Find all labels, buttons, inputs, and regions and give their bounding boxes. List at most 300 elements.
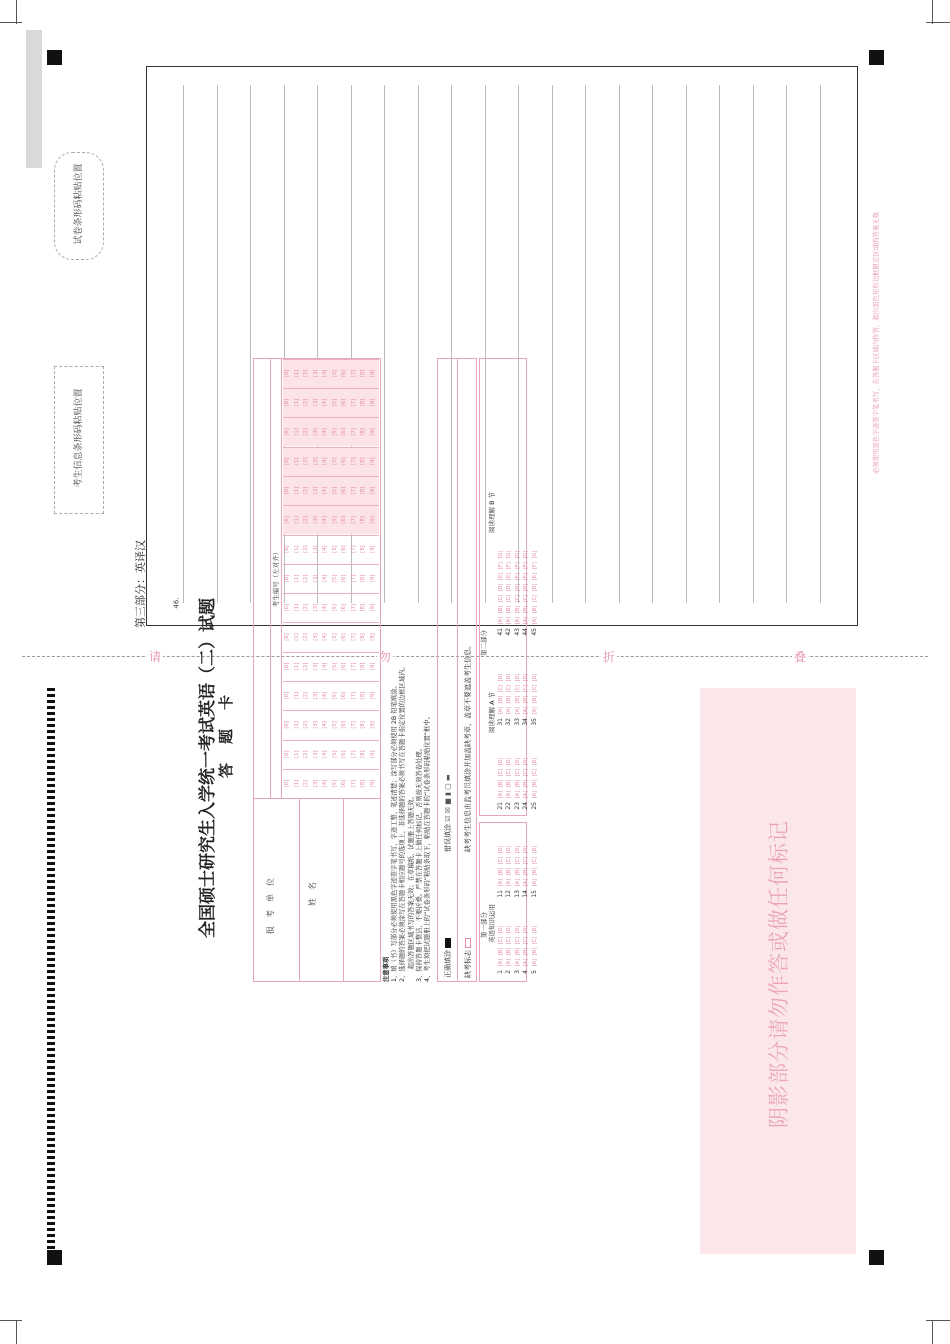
digit-bubble[interactable]: [4] <box>322 516 328 524</box>
digit-bubble[interactable]: [1] <box>293 457 300 465</box>
digit-bubble[interactable]: [8] <box>360 721 366 729</box>
digit-bubble[interactable]: [2] <box>303 486 309 495</box>
option-bubble[interactable]: [F] <box>514 562 521 569</box>
digit-bubble[interactable]: [3] <box>312 574 319 583</box>
digit-bubble[interactable]: [7] <box>350 750 357 758</box>
option-bubble[interactable]: [C] <box>514 936 521 945</box>
digit-bubble[interactable]: [5] <box>331 486 338 495</box>
digit-bubble[interactable]: [7] <box>350 486 357 495</box>
digit-bubble[interactable]: [2] <box>303 428 309 436</box>
digit-bubble[interactable]: [3] <box>312 516 319 524</box>
digit-bubble[interactable]: [5] <box>331 516 338 524</box>
digit-bubble[interactable]: [5] <box>331 574 338 583</box>
digit-bubble[interactable]: [7] <box>350 545 357 553</box>
digit-bubble[interactable]: [5] <box>331 398 338 407</box>
digit-bubble[interactable]: [9] <box>369 750 376 758</box>
option-bubble[interactable]: [E] <box>498 572 504 581</box>
question-row <box>514 672 522 728</box>
digit-bubble[interactable]: [0] <box>284 779 290 788</box>
option-bubble[interactable]: [A] <box>498 706 504 715</box>
option-bubble[interactable]: [D] <box>498 925 504 934</box>
option-bubble[interactable]: [A] <box>531 790 538 799</box>
option-bubble[interactable]: [D] <box>514 925 521 934</box>
digit-bubble[interactable]: [1] <box>293 369 300 378</box>
writing-line <box>753 85 754 603</box>
digit-bubble[interactable]: [7] <box>350 662 357 671</box>
option-bubble[interactable]: [A] <box>514 958 521 967</box>
digit-bubble[interactable]: [0] <box>284 428 290 436</box>
digit-bubble[interactable]: [1] <box>293 691 300 700</box>
digit-bubble[interactable]: [5] <box>331 545 338 553</box>
option-bubble[interactable]: [C] <box>498 856 504 865</box>
question-row <box>497 672 505 728</box>
digit-bubble[interactable]: [2] <box>303 721 309 729</box>
option-bubble[interactable]: [D] <box>531 845 538 854</box>
digit-bubble[interactable]: [0] <box>284 633 290 641</box>
option-bubble[interactable]: [D] <box>531 583 538 592</box>
registration-square <box>869 50 884 65</box>
digit-bubble[interactable]: [7] <box>350 369 357 378</box>
option-bubble[interactable]: [E] <box>506 572 513 581</box>
digit-bubble[interactable]: [3] <box>312 750 319 758</box>
digit-bubble[interactable]: [5] <box>331 750 338 758</box>
option-bubble[interactable]: [B] <box>523 947 530 956</box>
option-bubble[interactable]: [B] <box>514 867 521 876</box>
digit-bubble[interactable]: [3] <box>312 398 319 407</box>
digit-bubble[interactable]: [7] <box>350 428 357 436</box>
page-title: 全国硕士研究生入学统一考试英语（二）试题 <box>198 598 218 938</box>
digit-bubble[interactable]: [7] <box>350 633 357 641</box>
digit-bubble[interactable]: [4] <box>322 545 328 553</box>
option-bubble[interactable]: [A] <box>523 790 530 799</box>
answer-card-left-panel <box>193 348 538 988</box>
digit-bubble[interactable]: [6] <box>341 486 347 495</box>
digit-bubble[interactable]: [1] <box>293 428 300 436</box>
digit-bubble[interactable]: [0] <box>284 457 290 465</box>
digit-bubble[interactable]: [2] <box>303 516 309 524</box>
digit-bubble[interactable]: [7] <box>350 574 357 583</box>
digit-bubble[interactable]: [7] <box>350 603 357 612</box>
option-bubble[interactable]: [D] <box>531 673 538 682</box>
digit-bubble[interactable]: [9] <box>369 545 376 553</box>
section2-b-name: 阅读理解 B 节 <box>488 491 496 533</box>
option-bubble[interactable]: [D] <box>506 925 513 934</box>
digit-bubble[interactable]: [8] <box>360 398 366 407</box>
digit-bubble[interactable]: [4] <box>322 398 328 407</box>
digit-bubble[interactable]: [1] <box>293 633 300 641</box>
digit-bubble[interactable]: [4] <box>322 633 328 641</box>
digit-bubble[interactable]: [8] <box>360 428 366 436</box>
digit-bubble[interactable]: [2] <box>303 779 309 788</box>
option-bubble[interactable]: [C] <box>531 684 538 693</box>
option-bubble[interactable]: [A] <box>523 958 530 967</box>
digit-bubble[interactable]: [5] <box>331 691 338 700</box>
option-bubble[interactable]: [B] <box>514 947 521 956</box>
digit-bubble[interactable]: [3] <box>312 633 319 641</box>
option-bubble[interactable]: [D] <box>514 757 521 766</box>
digit-bubble[interactable]: [6] <box>341 662 347 671</box>
writing-line <box>585 85 586 603</box>
option-bubble[interactable]: [A] <box>506 958 513 967</box>
digit-bubble[interactable]: [3] <box>312 457 319 465</box>
digit-bubble[interactable]: [9] <box>369 779 376 788</box>
digit-bubble[interactable]: [6] <box>341 691 347 700</box>
digit-bubble[interactable]: [0] <box>284 486 290 495</box>
option-bubble[interactable]: [E] <box>531 572 538 581</box>
option-bubble[interactable]: [B] <box>531 867 538 876</box>
digit-bubble[interactable]: [5] <box>331 779 338 788</box>
digit-bubble[interactable]: [9] <box>369 662 376 671</box>
digit-bubble[interactable]: [8] <box>360 545 366 553</box>
digit-bubble[interactable]: [6] <box>341 750 347 758</box>
digit-bubble[interactable]: [7] <box>350 779 357 788</box>
digit-bubble[interactable]: [1] <box>293 750 300 758</box>
option-bubble[interactable]: [B] <box>523 867 530 876</box>
digit-bubble[interactable]: [0] <box>284 516 290 524</box>
option-bubble[interactable]: [A] <box>506 706 513 715</box>
option-bubble[interactable]: [C] <box>531 768 538 777</box>
option-bubble[interactable]: [A] <box>498 790 504 799</box>
option-bubble[interactable]: [A] <box>523 878 530 887</box>
option-bubble[interactable]: [B] <box>514 695 521 704</box>
option-bubble[interactable]: [D] <box>523 845 530 854</box>
digit-bubble[interactable]: [6] <box>341 574 347 583</box>
writing-line <box>820 85 821 603</box>
fold-mark: 请 <box>149 650 162 664</box>
digit-bubble[interactable]: [8] <box>360 457 366 465</box>
digit-bubble[interactable]: [6] <box>341 603 347 612</box>
writing-line <box>552 85 553 603</box>
option-bubble[interactable]: [A] <box>514 878 521 887</box>
writing-line <box>183 85 184 603</box>
question-row <box>531 844 539 900</box>
option-bubble[interactable]: [B] <box>506 605 513 614</box>
option-bubble[interactable]: [C] <box>523 856 530 865</box>
note-item: 4、考生须把试题册上的“试卷条形码”粘贴条取下，粘贴在答题卡的“试卷条形码粘贴位置”框中。 <box>424 713 432 982</box>
option-bubble[interactable]: [E] <box>514 572 521 581</box>
option-bubble[interactable]: [B] <box>506 947 513 956</box>
digit-bubble[interactable]: [0] <box>284 721 290 729</box>
option-bubble[interactable]: [B] <box>523 779 530 788</box>
option-bubble[interactable]: [G] <box>514 550 521 559</box>
option-bubble[interactable]: [A] <box>498 878 504 887</box>
option-bubble[interactable]: [C] <box>498 936 504 945</box>
digit-bubble[interactable]: [8] <box>360 516 366 524</box>
option-bubble[interactable]: [C] <box>531 594 538 603</box>
section1-name: 英语知识运用 <box>488 904 496 943</box>
option-bubble[interactable]: [D] <box>514 673 521 682</box>
option-bubble[interactable]: [A] <box>514 706 521 715</box>
option-bubble[interactable]: [D] <box>498 757 504 766</box>
question-number: 42 <box>505 628 513 636</box>
digit-bubble[interactable]: [3] <box>312 662 319 671</box>
question-number: 32 <box>505 718 513 726</box>
option-bubble[interactable]: [B] <box>531 605 538 614</box>
digit-bubble[interactable]: [2] <box>303 369 309 378</box>
option-bubble[interactable]: [B] <box>531 947 538 956</box>
option-bubble[interactable]: [C] <box>498 684 504 693</box>
option-bubble[interactable]: [E] <box>523 572 530 581</box>
option-bubble[interactable]: [B] <box>498 867 504 876</box>
option-bubble[interactable]: [D] <box>523 757 530 766</box>
binding-tab <box>26 30 42 168</box>
option-bubble[interactable]: [A] <box>531 958 538 967</box>
option-bubble[interactable]: [D] <box>498 583 504 592</box>
digit-bubble[interactable]: [1] <box>293 545 300 553</box>
question-number: 1 <box>497 970 504 974</box>
digit-bubble[interactable]: [4] <box>322 369 328 378</box>
digit-bubble[interactable]: [0] <box>284 545 290 553</box>
writing-line <box>619 85 620 603</box>
option-bubble[interactable]: [C] <box>523 594 530 603</box>
digit-bubble[interactable]: [1] <box>293 603 300 612</box>
option-bubble[interactable]: [C] <box>523 684 530 693</box>
digit-bubble[interactable]: [0] <box>284 691 290 700</box>
digit-bubble[interactable]: [1] <box>293 574 300 583</box>
option-bubble[interactable]: [F] <box>498 562 504 569</box>
digit-bubble[interactable]: [4] <box>322 691 328 700</box>
digit-bubble[interactable]: [0] <box>284 603 290 612</box>
digit-bubble[interactable]: [6] <box>341 779 347 788</box>
option-bubble[interactable]: [A] <box>531 616 538 625</box>
option-bubble[interactable]: [C] <box>506 856 513 865</box>
digit-bubble[interactable]: [5] <box>331 369 338 378</box>
digit-bubble[interactable]: [9] <box>369 428 376 436</box>
digit-bubble[interactable]: [2] <box>303 603 309 612</box>
option-bubble[interactable]: [A] <box>506 878 513 887</box>
option-bubble[interactable]: [A] <box>498 958 504 967</box>
option-bubble[interactable]: [F] <box>531 562 538 569</box>
digit-bubble[interactable]: [5] <box>331 428 338 436</box>
option-bubble[interactable]: [D] <box>498 845 504 854</box>
digit-bubble[interactable]: [3] <box>312 721 319 729</box>
option-bubble[interactable]: [A] <box>498 616 504 625</box>
digit-bubble[interactable]: [0] <box>284 398 290 407</box>
digit-bubble[interactable]: [2] <box>303 574 309 583</box>
digit-bubble[interactable]: [9] <box>369 398 376 407</box>
option-bubble[interactable]: [D] <box>506 845 513 854</box>
digit-bubble[interactable]: [3] <box>312 369 319 378</box>
digit-bubble[interactable]: [2] <box>303 398 309 407</box>
option-bubble[interactable]: [D] <box>531 757 538 766</box>
digit-bubble[interactable]: [9] <box>369 603 376 612</box>
digit-bubble[interactable]: [0] <box>284 662 290 671</box>
option-bubble[interactable]: [C] <box>514 594 521 603</box>
digit-bubble[interactable]: [2] <box>303 691 309 700</box>
question-row <box>514 549 522 638</box>
digit-bubble[interactable]: [8] <box>360 369 366 378</box>
digit-bubble[interactable]: [3] <box>312 603 319 612</box>
option-bubble[interactable]: [D] <box>523 925 530 934</box>
digit-bubble[interactable]: [8] <box>360 486 366 495</box>
option-bubble[interactable]: [F] <box>506 562 513 569</box>
option-bubble[interactable]: [C] <box>498 594 504 603</box>
digit-bubble[interactable]: [4] <box>322 721 328 729</box>
digit-bubble[interactable]: [6] <box>341 516 347 524</box>
option-bubble[interactable]: [D] <box>514 583 521 592</box>
digit-bubble[interactable]: [3] <box>312 428 319 436</box>
digit-bubble[interactable]: [0] <box>284 369 290 378</box>
option-bubble[interactable]: [C] <box>531 856 538 865</box>
option-bubble[interactable]: [B] <box>498 947 504 956</box>
option-bubble[interactable]: [B] <box>514 779 521 788</box>
page-subtitle: 答 题 卡 <box>217 692 235 778</box>
digit-bubble[interactable]: [4] <box>322 457 328 465</box>
option-bubble[interactable]: [B] <box>498 605 504 614</box>
digit-bubble[interactable]: [9] <box>369 633 376 641</box>
question-number: 12 <box>505 890 513 898</box>
digit-bubble[interactable]: [6] <box>341 398 347 407</box>
digit-bubble[interactable]: [4] <box>322 779 328 788</box>
digit-bubble[interactable]: [9] <box>369 457 376 465</box>
digit-bubble[interactable]: [9] <box>369 574 376 583</box>
option-bubble[interactable]: [D] <box>506 673 513 682</box>
digit-bubble[interactable]: [3] <box>312 486 319 495</box>
option-bubble[interactable]: [A] <box>531 878 538 887</box>
digit-bubble[interactable]: [9] <box>369 516 376 524</box>
question-row <box>505 924 513 980</box>
question-number: 41 <box>497 628 504 636</box>
option-bubble[interactable]: [C] <box>514 684 521 693</box>
digit-bubble[interactable]: [2] <box>303 750 309 758</box>
digit-bubble[interactable]: [4] <box>322 662 328 671</box>
digit-bubble[interactable]: [1] <box>293 779 300 788</box>
digit-bubble[interactable]: [5] <box>331 457 338 465</box>
option-bubble[interactable]: [B] <box>531 779 538 788</box>
digit-bubble[interactable]: [1] <box>293 398 300 407</box>
digit-bubble[interactable]: [6] <box>341 545 347 553</box>
question-number: 33 <box>513 718 521 726</box>
option-bubble[interactable]: [B] <box>523 605 530 614</box>
digit-bubble[interactable]: [5] <box>331 603 338 612</box>
option-bubble[interactable]: [B] <box>523 695 530 704</box>
option-bubble[interactable]: [C] <box>498 768 504 777</box>
option-bubble[interactable]: [F] <box>523 562 530 569</box>
digit-bubble[interactable]: [8] <box>360 691 366 700</box>
option-bubble[interactable]: [A] <box>514 790 521 799</box>
option-bubble[interactable]: [B] <box>506 867 513 876</box>
digit-bubble[interactable]: [3] <box>312 545 319 553</box>
digit-bubble[interactable]: [1] <box>293 721 300 729</box>
option-bubble[interactable]: [A] <box>514 616 521 625</box>
digit-bubble[interactable]: [2] <box>303 545 309 553</box>
question-number: 25 <box>530 802 538 810</box>
question-number: 22 <box>505 802 513 810</box>
digit-bubble[interactable]: [1] <box>293 486 300 495</box>
digit-bubble[interactable]: [4] <box>322 750 328 758</box>
digit-bubble[interactable]: [6] <box>341 369 347 378</box>
option-bubble[interactable]: [B] <box>506 695 513 704</box>
digit-bubble[interactable]: [6] <box>341 457 347 465</box>
option-bubble[interactable]: [D] <box>531 925 538 934</box>
writing-line <box>719 85 720 603</box>
digit-bubble[interactable]: [7] <box>350 516 357 524</box>
option-bubble[interactable]: [B] <box>514 605 521 614</box>
digit-bubble[interactable]: [4] <box>322 486 328 495</box>
digit-bubble[interactable]: [9] <box>369 369 376 378</box>
digit-bubble[interactable]: [9] <box>369 691 376 700</box>
option-bubble[interactable]: [A] <box>531 706 538 715</box>
digit-bubble[interactable]: [8] <box>360 779 366 788</box>
digit-bubble[interactable]: [4] <box>322 603 328 612</box>
registration-square <box>47 50 62 65</box>
digit-bubble[interactable]: [8] <box>360 633 366 641</box>
question-number: 34 <box>522 718 530 726</box>
digit-bubble[interactable]: [5] <box>331 633 338 641</box>
option-bubble[interactable]: [A] <box>523 616 530 625</box>
digit-bubble[interactable]: [6] <box>341 428 347 436</box>
option-bubble[interactable]: [C] <box>514 856 521 865</box>
option-bubble[interactable]: [C] <box>506 768 513 777</box>
digit-bubble[interactable]: [5] <box>331 662 338 671</box>
option-bubble[interactable]: [D] <box>498 673 504 682</box>
digit-bubble[interactable]: [7] <box>350 398 357 407</box>
digit-bubble[interactable]: [1] <box>293 516 300 524</box>
option-bubble[interactable]: [G] <box>523 550 530 559</box>
option-bubble[interactable]: [D] <box>523 673 530 682</box>
digit-bubble[interactable]: [7] <box>350 721 357 729</box>
digit-bubble[interactable]: [2] <box>303 633 309 641</box>
option-bubble[interactable]: [D] <box>506 757 513 766</box>
option-bubble[interactable]: [C] <box>531 936 538 945</box>
option-bubble[interactable]: [G] <box>531 550 538 559</box>
digit-bubble[interactable]: [8] <box>360 662 366 671</box>
digit-bubble[interactable]: [6] <box>341 633 347 641</box>
digit-bubble[interactable]: [2] <box>303 457 309 465</box>
option-bubble[interactable]: [C] <box>506 684 513 693</box>
trim-mark <box>926 22 950 23</box>
option-bubble[interactable]: [C] <box>514 768 521 777</box>
digit-bubble[interactable]: [8] <box>360 750 366 758</box>
option-bubble[interactable]: [B] <box>506 779 513 788</box>
option-bubble[interactable]: [C] <box>506 936 513 945</box>
name-label: 姓 名 <box>308 882 317 906</box>
option-bubble[interactable]: [C] <box>523 936 530 945</box>
digit-bubble[interactable]: [2] <box>303 662 309 671</box>
digit-bubble[interactable]: [7] <box>350 691 357 700</box>
digit-bubble[interactable]: [7] <box>350 457 357 465</box>
registration-square <box>869 1250 884 1265</box>
digit-bubble[interactable]: [9] <box>369 721 376 729</box>
option-bubble[interactable]: [B] <box>498 779 504 788</box>
option-bubble[interactable]: [A] <box>506 790 513 799</box>
digit-bubble[interactable]: [9] <box>369 486 376 495</box>
option-bubble[interactable]: [B] <box>531 695 538 704</box>
question-number: 44 <box>522 628 530 636</box>
digit-bubble[interactable]: [1] <box>293 662 300 671</box>
option-bubble[interactable]: [D] <box>514 845 521 854</box>
digit-bubble[interactable]: [0] <box>284 574 290 583</box>
digit-bubble[interactable]: [4] <box>322 428 328 436</box>
option-bubble[interactable]: [B] <box>498 695 504 704</box>
digit-bubble[interactable]: [8] <box>360 603 366 612</box>
digit-bubble[interactable]: [3] <box>312 691 319 700</box>
option-bubble[interactable]: [C] <box>523 768 530 777</box>
option-bubble[interactable]: [G] <box>506 550 513 559</box>
digit-bubble[interactable]: [6] <box>341 721 347 729</box>
option-bubble[interactable]: [A] <box>523 706 530 715</box>
option-bubble[interactable]: [C] <box>506 594 513 603</box>
digit-bubble[interactable]: [5] <box>331 721 338 729</box>
digit-bubble[interactable]: [0] <box>284 750 290 758</box>
digit-bubble[interactable]: [3] <box>312 779 319 788</box>
option-bubble[interactable]: [D] <box>506 583 513 592</box>
option-bubble[interactable]: [A] <box>506 616 513 625</box>
option-bubble[interactable]: [G] <box>498 550 504 559</box>
option-bubble[interactable]: [D] <box>523 583 530 592</box>
digit-bubble[interactable]: [8] <box>360 574 366 583</box>
digit-bubble[interactable]: [4] <box>322 574 328 583</box>
